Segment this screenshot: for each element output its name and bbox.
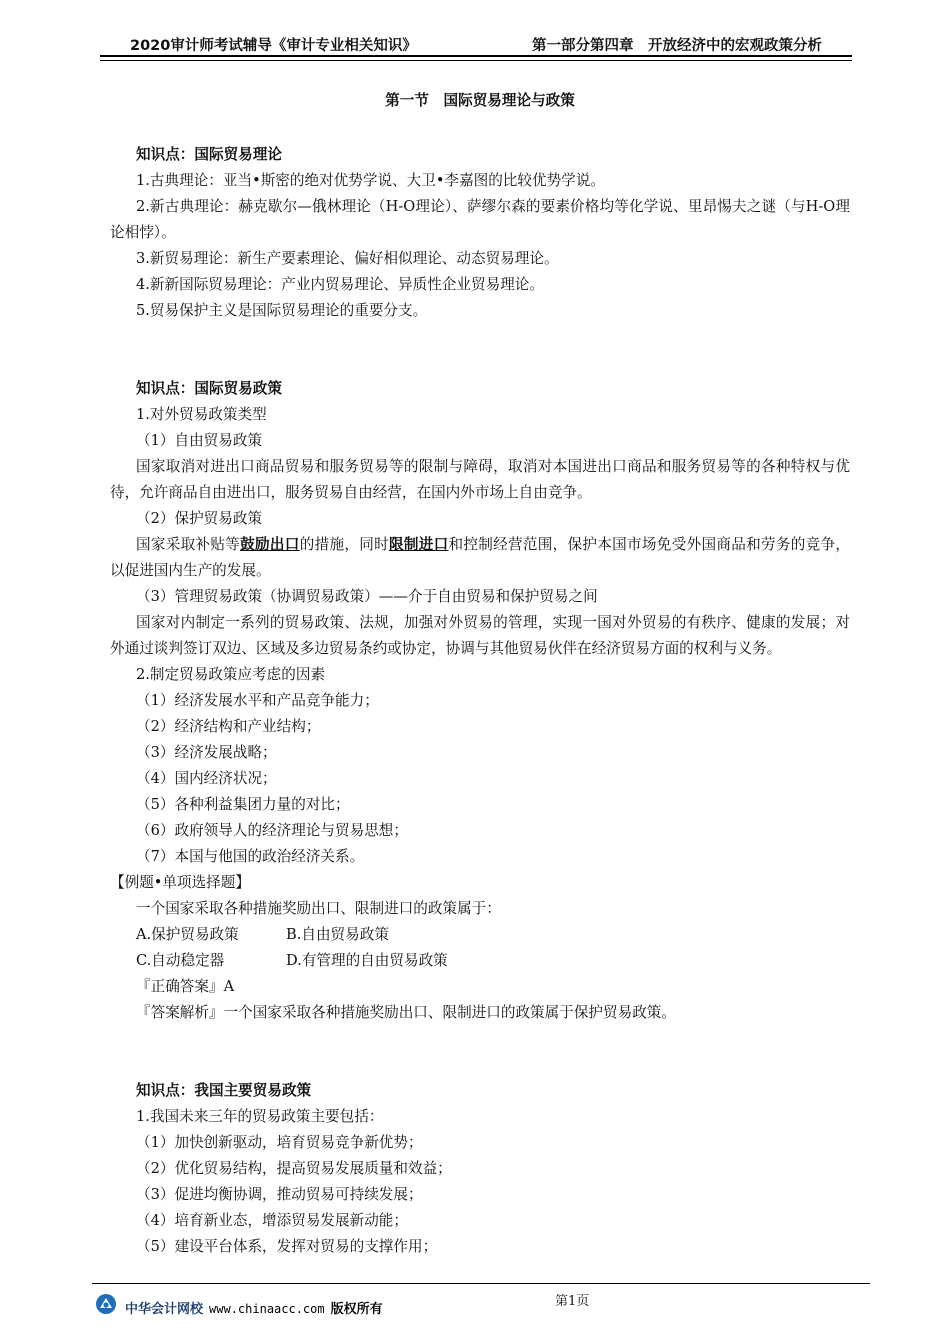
kp3-item: （2）优化贸易结构，提高贸易发展质量和效益； <box>136 1160 452 1177</box>
kp1-item: 5.贸易保护主义是国际贸易理论的重要分支。 <box>136 302 428 319</box>
factor-item: （7）本国与他国的政治经济关系。 <box>136 848 365 865</box>
factor-item: （5）各种利益集团力量的对比； <box>136 796 350 813</box>
example-answer: 『正确答案』A <box>136 978 235 995</box>
factor-item: （6）政府领导人的经济理论与贸易思想； <box>136 822 408 839</box>
kp3-item: （4）培育新业态，增添贸易发展新动能； <box>136 1212 408 1229</box>
example-analysis: 『答案解析』一个国家采取各种措施奖励出口、限制进口的政策属于保护贸易政策。 <box>136 1004 676 1021</box>
kp2-item: （2）保护贸易政策 <box>136 510 263 527</box>
underlined-term: 鼓励出口 <box>240 536 300 553</box>
document-body <box>110 88 850 1260</box>
option-d: D.有管理的自由贸易政策 <box>286 952 448 969</box>
page-header <box>100 32 852 56</box>
kp2-heading: 知识点：国际贸易政策 <box>136 380 282 397</box>
option-a: A.保护贸易政策 <box>136 926 239 943</box>
option-b: B.自由贸易政策 <box>286 926 389 943</box>
kp2-subheading: 1.对外贸易政策类型 <box>136 406 267 423</box>
kp1-heading: 知识点：国际贸易理论 <box>136 146 282 163</box>
kp2-paragraph: 国家采取补贴等鼓励出口的措施，同时限制进口和控制经营范围，保护本国市场免受外国商品和劳务的竞争，以促进国内生产的发展。 <box>110 536 850 579</box>
header-rule-thin <box>100 60 852 61</box>
section-title: 第一节 国际贸易理论与政策 <box>385 92 575 109</box>
example-options-row <box>110 922 850 948</box>
kp1-item: 4.新新国际贸易理论：产业内贸易理论、异质性企业贸易理论。 <box>136 276 544 293</box>
kp3-intro: 1.我国未来三年的贸易政策主要包括： <box>136 1108 384 1125</box>
example-tag: 【例题•单项选择题】 <box>110 874 250 891</box>
header-right: 第一部分第四章 开放经济中的宏观政策分析 <box>532 38 822 54</box>
brand-url[interactable]: www.chinaacc.com <box>209 1302 325 1316</box>
kp1-item: 2.新古典理论：赫克歇尔—俄林理论（H-O理论）、萨缪尔森的要素价格均等化学说、里昂惕夫之谜（与H-O理论相悖）。 <box>110 198 850 241</box>
factor-item: （4）国内经济状况； <box>136 770 277 787</box>
kp3-item: （3）促进均衡协调，推动贸易可持续发展； <box>136 1186 423 1203</box>
kp1-item: 1.古典理论：亚当•斯密的绝对优势学说、大卫•李嘉图的比较优势学说。 <box>136 172 605 189</box>
kp1-item: 3.新贸易理论：新生产要素理论、偏好相似理论、动态贸易理论。 <box>136 250 559 267</box>
kp3-heading: 知识点：我国主要贸易政策 <box>136 1082 312 1099</box>
kp2-subheading: 2.制定贸易政策应考虑的因素 <box>136 666 326 683</box>
footer-rule <box>92 1283 870 1284</box>
option-c: C.自动稳定器 <box>136 952 225 969</box>
factor-item: （1）经济发展水平和产品竞争能力； <box>136 692 379 709</box>
example-options-row <box>110 948 850 974</box>
footer-brand <box>125 1298 383 1317</box>
kp2-paragraph: 国家取消对进出口商品贸易和服务贸易等的限制与障碍，取消对本国进出口商品和服务贸易等的各种特权与优待，允许商品自由进出口，服务贸易自由经营，在国内外市场上自由竞争。 <box>110 458 850 501</box>
example-question: 一个国家采取各种措施奖励出口、限制进口的政策属于： <box>136 900 501 917</box>
underlined-term: 限制进口 <box>388 536 449 553</box>
kp2-item: （1）自由贸易政策 <box>136 432 263 449</box>
kp2-paragraph: 国家对内制定一系列的贸易政策、法规，加强对外贸易的管理，实现一国对外贸易的有秩序、健康的发展；对外通过谈判签订双边、区域及多边贸易条约或协定，协调与其他贸易伙伴在经济贸易方面的权利与义务。 <box>110 614 850 657</box>
kp3-item: （5）建设平台体系，发挥对贸易的支撑作用； <box>136 1238 438 1255</box>
header-rule-thick <box>100 55 852 57</box>
page-number: 第1页 <box>555 1294 590 1309</box>
brand-name: 中华会计网校 <box>125 1302 204 1317</box>
header-left: 2020审计师考试辅导《审计专业相关知识》 <box>130 38 417 54</box>
kp2-item: （3）管理贸易政策（协调贸易政策）——介于自由贸易和保护贸易之间 <box>136 588 598 605</box>
chinaacc-logo-icon <box>95 1293 117 1315</box>
factor-item: （3）经济发展战略； <box>136 744 277 761</box>
kp3-item: （1）加快创新驱动，培育贸易竞争新优势； <box>136 1134 423 1151</box>
factor-item: （2）经济结构和产业结构； <box>136 718 321 735</box>
copyright-text: 版权所有 <box>330 1302 383 1317</box>
